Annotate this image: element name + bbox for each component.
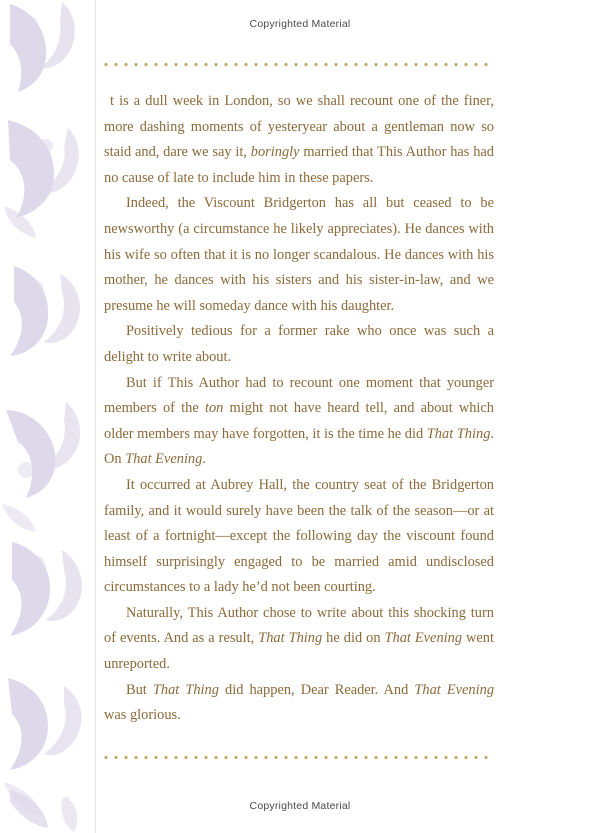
paragraph-4	[104, 371, 494, 473]
paragraph-4-text-a: But if This Author had to recount one moment that younger members of the	[104, 374, 494, 417]
paragraph-6-emphasis-that-thing: That Thing	[258, 630, 323, 647]
paragraph-1	[104, 89, 494, 191]
paragraph-2: Indeed, the Viscount Bridgerton has all but ceased to be newsworthy (a circumstance he likely appreciates). He dances with his wife so often that it is no longer scandalous. He dances with his mother, he dances with his sisters and his sister-in-law, and we presume he will someday dance with his daughter.	[104, 195, 494, 314]
paragraph-7-emphasis-that-evening: That Evening	[414, 681, 495, 698]
copyright-header: Copyrighted Material	[249, 18, 351, 30]
paragraph-1-text-a: t is a dull week in London, so we shall recount one of the finer, more dashing moments of yesteryear about a gentleman now so staid and, dare we say it,	[104, 93, 494, 161]
paragraph-7-text-a: But	[126, 681, 153, 698]
page-text-column	[104, 62, 494, 760]
paragraph-6-text-a: Naturally, This Author chose to write about this shocking turn of events. And as a result,	[104, 604, 494, 647]
paragraph-5: It occurred at Aubrey Hall, the country seat of the Bridgerton family, and it would surely have been the talk of the season—or at least of a fortnight—except the following day the viscount found himself surprisingly engaged to be married amid undisclosed circumstances to a lady he’d not been courting.	[104, 476, 494, 596]
paragraph-7-text-b: did happen, Dear Reader. And	[218, 681, 415, 698]
copyright-footer: Copyrighted Material	[249, 800, 351, 812]
prose-body	[104, 89, 494, 729]
paragraph-6-text-c: went unreported.	[104, 630, 494, 673]
paragraph-4-text-c: . On	[104, 425, 494, 468]
paragraph-7-text-c: was glorious.	[104, 707, 181, 724]
drop-cap	[104, 89, 108, 91]
dotted-rule-bottom	[104, 755, 492, 760]
paragraph-1-emphasis: boringly	[250, 144, 300, 161]
paragraph-3: Positively tedious for a former rake who once was such a delight to write about.	[104, 323, 494, 365]
paragraph-4-emphasis-ton: ton	[204, 400, 224, 417]
paragraph-1-text-b: married that This Author has had no cause of late to include him in these papers.	[104, 144, 494, 186]
paragraph-6	[104, 601, 494, 678]
paragraph-6-text-b: he did on	[322, 630, 385, 647]
margin-divider	[95, 0, 96, 833]
paragraph-4-text-b: might not have heard tell, and about which older members may have forgotten, it is the time he did	[104, 400, 494, 442]
paragraph-4-emphasis-that-evening: That Evening	[125, 451, 203, 468]
paragraph-6-emphasis-that-evening: That Evening	[384, 630, 463, 647]
paragraph-4-emphasis-that-thing: That Thing	[426, 425, 491, 442]
paragraph-7-emphasis-that-thing: That Thing	[152, 681, 219, 698]
paragraph-4-text-d: .	[202, 451, 206, 468]
paragraph-7	[104, 678, 494, 729]
dotted-rule-top	[104, 62, 492, 67]
decorative-border-ornament	[0, 0, 96, 833]
